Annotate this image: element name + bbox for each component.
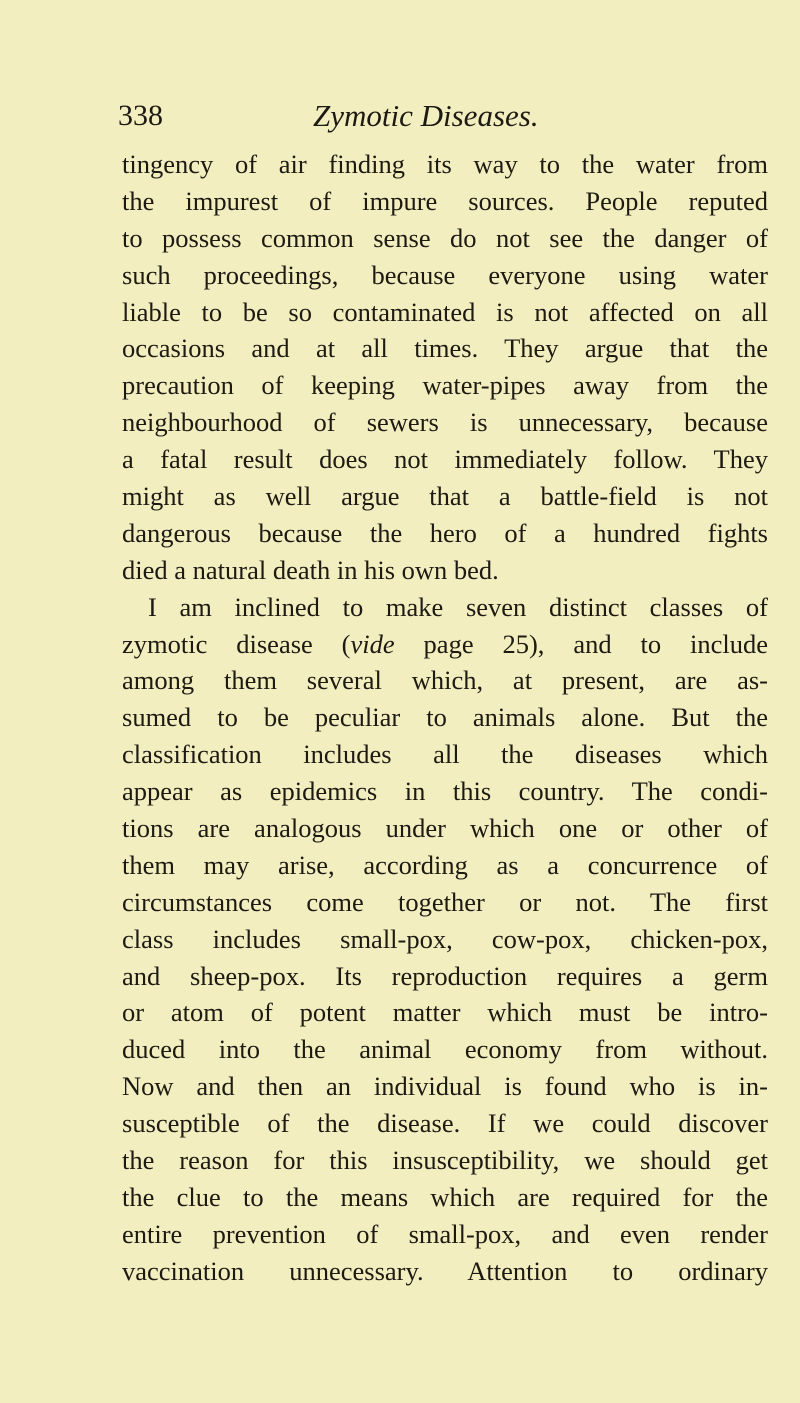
text-line: a fatal result does not immediately follow. They <box>122 444 768 475</box>
text-line: duced into the animal economy from without. <box>122 1034 768 1065</box>
text-line: dangerous because the hero of a hundred fights <box>122 517 768 548</box>
italic-term: vide <box>350 628 395 659</box>
text-line: tingency of air finding its way to the water from <box>122 149 768 179</box>
text-segment: zymotic disease ( <box>122 628 351 659</box>
text-line-with-italic <box>122 626 768 663</box>
body-text <box>122 146 768 1290</box>
text-line: precaution of keeping water-pipes away from the <box>122 370 768 401</box>
text-line: tions are analogous under which one or other of <box>122 813 768 844</box>
text-line: such proceedings, because everyone using water <box>122 259 768 290</box>
text-line: vaccination unnecessary. Attention to ordinary <box>122 1255 768 1286</box>
text-line: the reason for this insusceptibility, we should get <box>122 1145 768 1176</box>
text-line: appear as epidemics in this country. The condi- <box>122 776 768 807</box>
text-line: susceptible of the disease. If we could discover <box>122 1108 768 1139</box>
text-line: them may arise, according as a concurrence of <box>122 849 768 880</box>
page-header <box>118 94 758 138</box>
paragraph-end-line: died a natural death in his own bed. <box>122 554 499 585</box>
text-line: classification includes all the diseases which <box>122 739 768 770</box>
text-line: among them several which, at present, are as- <box>122 665 768 696</box>
paragraph-first-line: I am inclined to make seven distinct classes of <box>148 591 768 622</box>
text-line: neighbourhood of sewers is unnecessary, because <box>122 407 768 438</box>
text-line: or atom of potent matter which must be intro- <box>122 997 768 1028</box>
text-line: the clue to the means which are required for the <box>122 1181 768 1212</box>
text-line: Now and then an individual is found who is in- <box>122 1071 768 1102</box>
text-line: occasions and at all times. They argue that the <box>122 333 768 364</box>
page-number: 338 <box>118 99 163 132</box>
text-line: circumstances come together or not. The first <box>122 886 768 917</box>
text-line: liable to be so contaminated is not affected on all <box>122 296 768 327</box>
text-line: and sheep-pox. Its reproduction requires a germ <box>122 960 768 991</box>
text-line: to possess common sense do not see the danger of <box>122 222 768 253</box>
text-segment: page 25), and to include <box>394 628 768 659</box>
text-line: might as well argue that a battle-field is not <box>122 481 768 512</box>
running-head: Zymotic Diseases. <box>313 98 539 133</box>
text-line: sumed to be peculiar to animals alone. But the <box>122 702 768 733</box>
text-line: class includes small-pox, cow-pox, chicken-pox, <box>122 923 768 954</box>
text-line: entire prevention of small-pox, and even render <box>122 1218 768 1249</box>
text-line: the impurest of impure sources. People reputed <box>122 185 768 216</box>
